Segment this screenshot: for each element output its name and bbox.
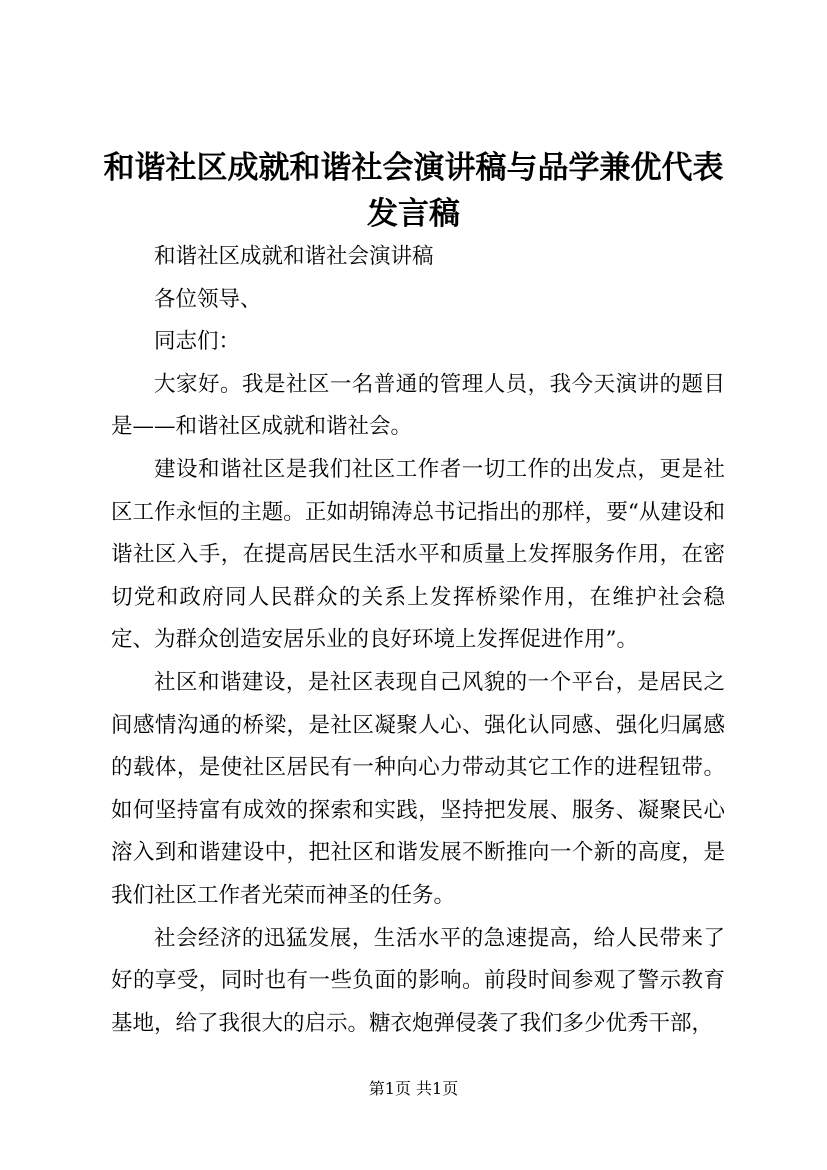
paragraph-greeting: 大家好。我是社区一名普通的管理人员，我今天演讲的题目是——和谐社区成就和谐社会。 [111,371,725,440]
paragraph-salutation-2: 同志们： [154,329,241,355]
paragraph-body-3: 社会经济的迅猛发展，生活水平的急速提高，给人民带来了好的享受，同时也有一些负面的影响。前段时间参观了警示教育基地，给了我很大的启示。糖衣炮弹侵袭了我们多少优秀干部， [111,925,725,1036]
document-body [111,236,725,1045]
paragraph-heading: 和谐社区成就和谐社会演讲稿 [154,244,434,269]
paragraph-salutation-1: 各位领导、 [154,286,262,312]
paragraph-body-2: 社区和谐建设，是社区表现自己风貌的一个平台，是居民之间感情沟通的桥梁，是社区凝聚人心、强化认同感、强化归属感的载体，是使社区居民有一种向心力带动其它工作的进程钮带。如何坚持富有成效的探索和实践，坚持把发展、服务、凝聚民心溶入到和谐建设中，把社区和谐发展不断推向一个新的高度，是我们社区工作者光荣而神圣的任务。 [111,669,725,908]
page-footer: 第1页 共1页 [368,1079,459,1098]
document-title: 和谐社区成就和谐社会演讲稿与品学兼优代表发言稿 [103,150,724,232]
paragraph-body-1: 建设和谐社区是我们社区工作者一切工作的出发点，更是社区工作永恒的主题。正如胡锦涛总书记指出的那样，要“从建设和谐社区入手，在提高居民生活水平和质量上发挥服务作用，在密切党和政府同人民群众的关系上发挥桥梁作用，在维护社会稳定、为群众创造安居乐业的良好环境上发挥促进作用”。 [111,456,725,653]
